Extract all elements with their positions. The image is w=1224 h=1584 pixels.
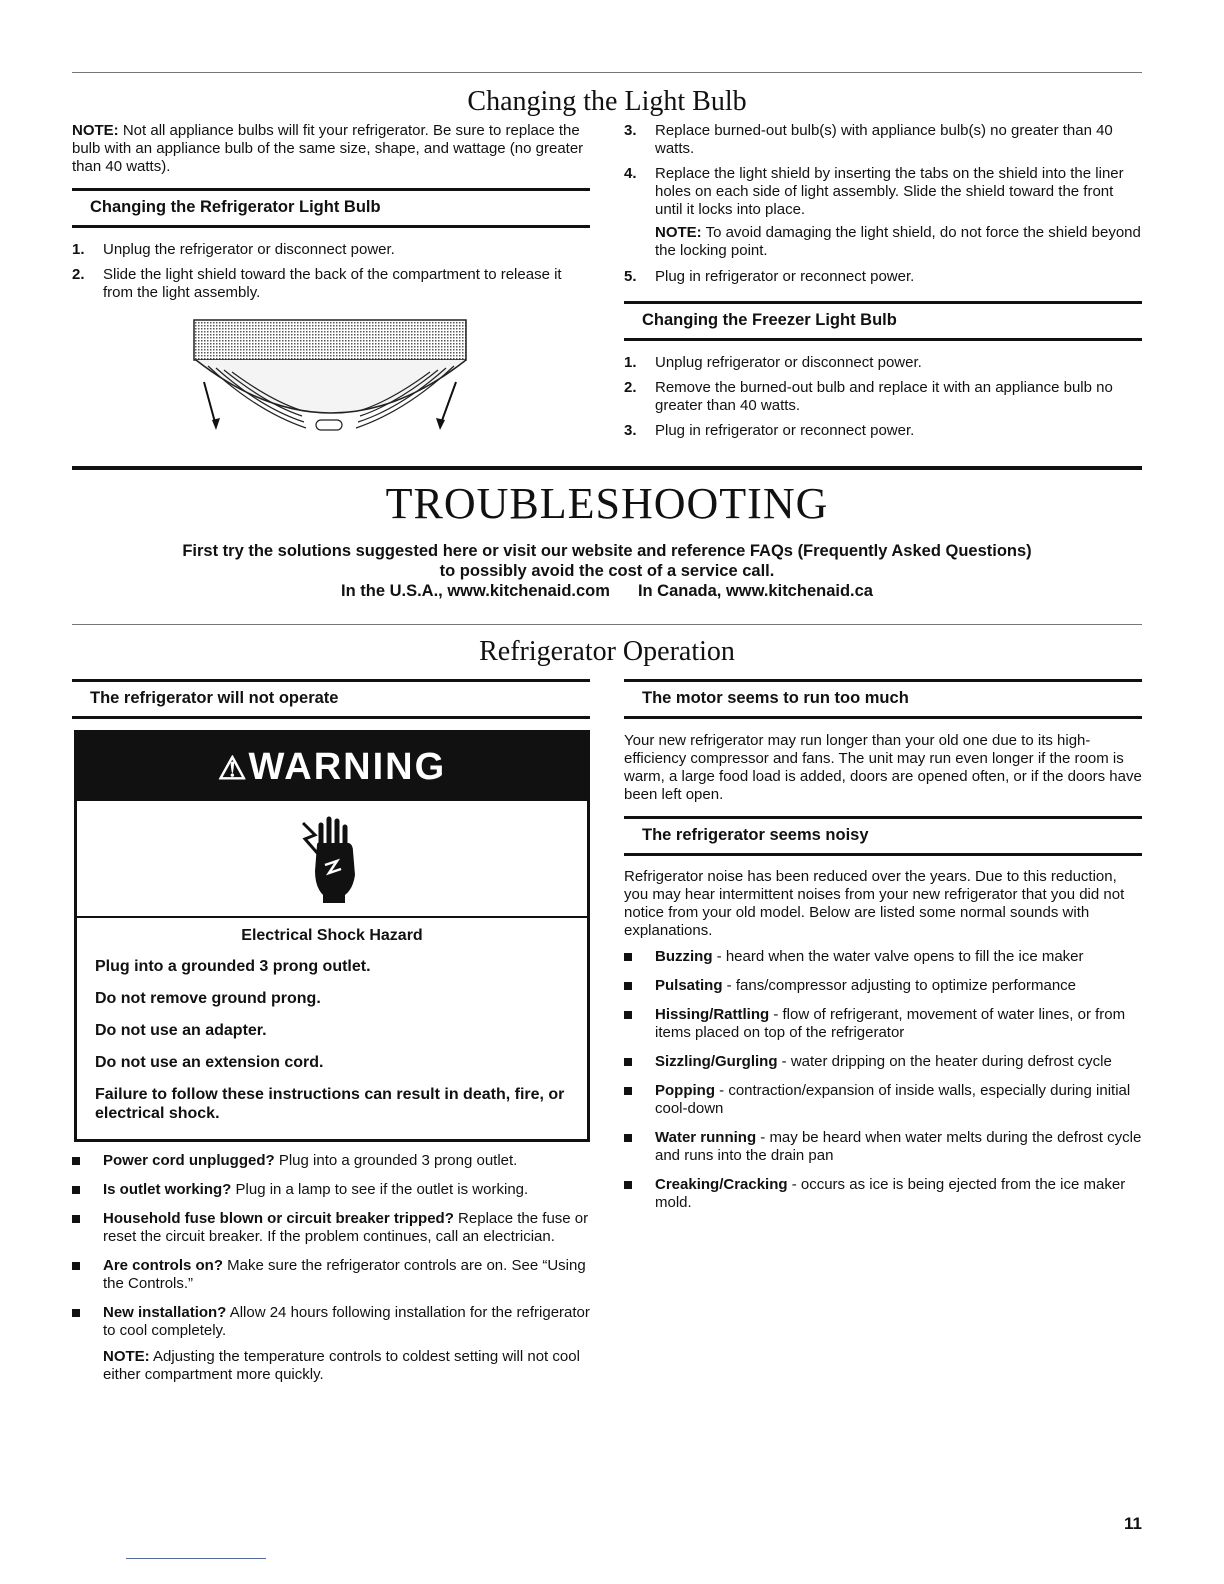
list-item: 3. Plug in refrigerator or reconnect power.	[624, 422, 915, 439]
motor-heading-bar	[624, 679, 1142, 719]
shock-hazard-area	[77, 801, 587, 918]
step4-note: NOTE: To avoid damaging the light shield, do not force the shield beyond the locking point.	[655, 224, 1141, 259]
fridge-bulb-heading-bar	[72, 188, 590, 228]
list-item: Is outlet working? Plug in a lamp to see if the outlet is working.	[72, 1181, 590, 1199]
note-text: Not all appliance bulbs will fit your refrigerator. Be sure to replace the bulb with an appliance bulb of the same size, shape, and wattage (no greater than 40 watts).	[72, 122, 584, 175]
warning-line: Do not use an adapter.	[95, 1022, 267, 1039]
operation-checks	[72, 1152, 590, 1384]
list-item: 2. Remove the burned-out bulb and replace it with an appliance bulb no greater than 40 watts.	[624, 379, 1113, 414]
hazard-title: Electrical Shock Hazard	[241, 927, 423, 944]
bulb-note	[72, 122, 590, 176]
not-operate-heading-bar	[72, 679, 590, 719]
not-operate-heading: The refrigerator will not operate	[90, 689, 339, 707]
fridge-bulb-steps	[72, 241, 590, 309]
motor-heading: The motor seems to run too much	[642, 689, 909, 707]
fridge-bulb-heading: Changing the Refrigerator Light Bulb	[90, 198, 381, 216]
footer-link-rule	[126, 1558, 266, 1559]
warning-line: Do not remove ground prong.	[95, 990, 321, 1007]
noisy-heading: The refrigerator seems noisy	[642, 826, 869, 844]
warning-line: Do not use an extension cord.	[95, 1054, 324, 1071]
list-item: Household fuse blown or circuit breaker tripped? Replace the fuse or reset the circuit breaker. If the problem continues, call an electrician.	[72, 1210, 590, 1246]
list-item: 3. Replace burned-out bulb(s) with appliance bulb(s) no greater than 40 watts.	[624, 122, 1113, 157]
list-item: Power cord unplugged? Plug into a grounded 3 prong outlet.	[72, 1152, 590, 1170]
list-item: 1. Unplug the refrigerator or disconnect power.	[72, 241, 395, 258]
list-item: Hissing/Rattling - flow of refrigerant, movement of water lines, or from items placed on top of the refrigerator	[624, 1006, 1142, 1042]
freezer-bulb-heading-bar	[624, 301, 1142, 341]
electric-shock-hand-icon	[297, 815, 367, 903]
bulb-section-title: Changing the Light Bulb	[467, 86, 747, 117]
usa-website-link[interactable]: In the U.S.A., www.kitchenaid.com	[341, 582, 610, 600]
list-item: New installation? Allow 24 hours following installation for the refrigerator to cool completely.	[72, 1304, 590, 1340]
bulb-right-steps	[624, 122, 1142, 293]
light-shield-illustration	[186, 316, 476, 440]
warning-line: Failure to follow these instructions can result in death, fire, or electrical shock.	[95, 1086, 565, 1122]
canada-website-link[interactable]: In Canada, www.kitchenaid.ca	[637, 582, 873, 600]
noise-sounds-list	[624, 948, 1142, 1223]
list-item: Pulsating - fans/compressor adjusting to optimize performance	[624, 977, 1142, 995]
top-rule	[72, 72, 1142, 73]
list-item: Sizzling/Gurgling - water dripping on the heater during defrost cycle	[624, 1053, 1142, 1071]
operation-rule	[72, 624, 1142, 625]
list-item: 4. Replace the light shield by inserting the tabs on the shield into the liner holes on each side of light assembly. Slide the shield toward the front until it locks into place.	[624, 165, 1124, 218]
freezer-bulb-heading: Changing the Freezer Light Bulb	[642, 311, 897, 329]
page-number: 11	[1124, 1514, 1142, 1533]
list-item: 5. Plug in refrigerator or reconnect power.	[624, 268, 915, 285]
troubleshooting-title: TROUBLESHOOTING	[385, 479, 829, 528]
list-item: Popping - contraction/expansion of inside walls, especially during initial cool-down	[624, 1082, 1142, 1118]
operation-title: Refrigerator Operation	[479, 636, 735, 667]
noisy-heading-bar	[624, 816, 1142, 856]
list-item: Creaking/Cracking - occurs as ice is being ejected from the ice maker mold.	[624, 1176, 1142, 1212]
checks-note: NOTE: Adjusting the temperature controls to coldest setting will not cool either compartment more quickly.	[103, 1348, 580, 1383]
list-item: 2. Slide the light shield toward the back of the compartment to release it from the light assembly.	[72, 266, 562, 301]
troubleshooting-intro: First try the solutions suggested here or visit our website and reference FAQs (Frequently Asked Questions) to possibly avoid the cost of a service call. In the U.S.A., www.kitchenaid.com In Canada, www.kitchenaid.ca	[182, 542, 1032, 600]
list-item: Are controls on? Make sure the refrigerator controls are on. See “Using the Controls.”	[72, 1257, 590, 1293]
noisy-text: Refrigerator noise has been reduced over the years. Due to this reduction, you may hear intermittent noises from your new refrigerator that you did not notice from your old model. Below are listed some normal sounds with explanations.	[624, 868, 1125, 939]
note-label: NOTE:	[72, 122, 119, 139]
warning-box	[74, 730, 590, 1142]
list-item: Buzzing - heard when the water valve opens to fill the ice maker	[624, 948, 1142, 966]
section-rule	[72, 466, 1142, 470]
motor-text: Your new refrigerator may run longer than your old one due to its high-efficiency compressor and fans. The unit may run even longer if the room is warm, a large food load is added, doors are opened often, or if the doors have been left open.	[624, 732, 1142, 803]
warning-header: ⚠WARNING	[77, 733, 587, 801]
freezer-bulb-steps	[624, 354, 1142, 447]
warning-line: Plug into a grounded 3 prong outlet.	[95, 958, 371, 975]
list-item: 1. Unplug refrigerator or disconnect power.	[624, 354, 922, 371]
list-item: Water running - may be heard when water melts during the defrost cycle and runs into the drain pan	[624, 1129, 1142, 1165]
warning-triangle-icon: ⚠	[217, 750, 249, 786]
